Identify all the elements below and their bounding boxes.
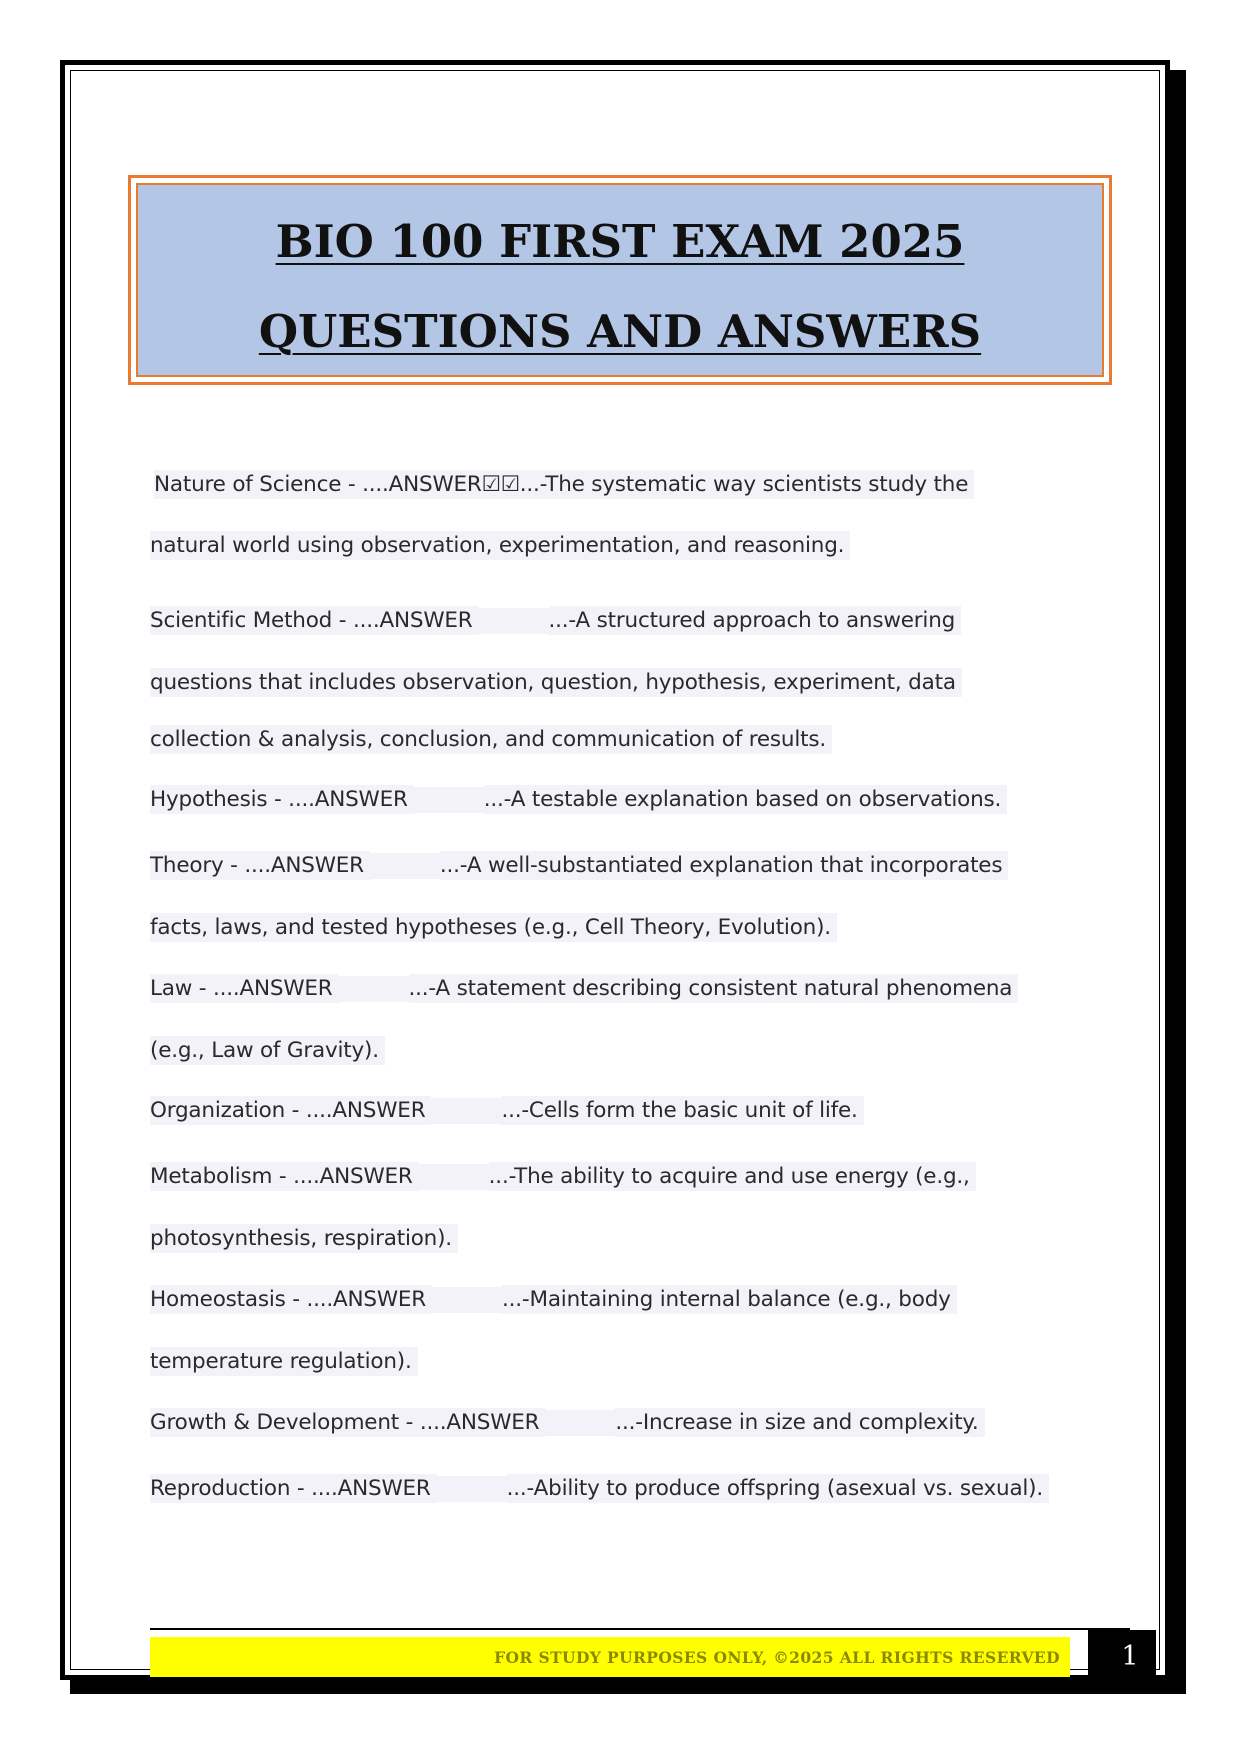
entry-definition: ...-A well-substantiated explanation that incorporates — [440, 851, 1008, 880]
entry-definition: ...-Cells form the basic unit of life. — [501, 1096, 863, 1125]
page-number: 1 — [1121, 1640, 1139, 1672]
entry-growth-development — [150, 1410, 985, 1436]
footer-rule — [150, 1628, 1130, 1630]
title-box — [128, 175, 1112, 385]
entry-continuation: collection & analysis, conclusion, and communication of results. — [150, 727, 832, 752]
page-number-box — [1088, 1630, 1156, 1682]
entry-law — [150, 976, 1018, 1002]
entry-definition: ...-A structured approach to answering — [549, 606, 962, 635]
title-line-2: QUESTIONS AND ANSWERS — [258, 305, 982, 358]
entry-organization — [150, 1098, 864, 1124]
footer-bar — [150, 1637, 1070, 1677]
entry-nature-of-science — [154, 472, 974, 497]
entry-homeostasis — [150, 1287, 957, 1313]
entry-continuation: (e.g., Law of Gravity). — [150, 1038, 385, 1063]
entry-term: Homeostasis - ....ANSWER — [150, 1285, 432, 1314]
entry-term: Theory - ....ANSWER — [150, 851, 370, 880]
entry-continuation: questions that includes observation, question, hypothesis, experiment, data — [150, 670, 962, 695]
entry-definition: ...-Increase in size and complexity. — [615, 1408, 984, 1437]
entry-definition: ...-Maintaining internal balance (e.g., body — [502, 1285, 957, 1314]
entry-metabolism — [150, 1164, 976, 1190]
entry-continuation: temperature regulation). — [150, 1349, 418, 1374]
title-box-inner — [136, 183, 1104, 377]
entry-reproduction — [150, 1476, 1049, 1502]
footer-notice: FOR STUDY PURPOSES ONLY, ©2025 ALL RIGHTS RESERVED — [494, 1647, 1060, 1667]
entry-term: Growth & Development - ....ANSWER — [150, 1408, 545, 1437]
title-line-1: BIO 100 FIRST EXAM 2025 — [275, 215, 965, 268]
entry-scientific-method — [150, 608, 961, 634]
entry-definition: ...-A statement describing consistent natural phenomena — [409, 974, 1019, 1003]
entry-definition: ...-The ability to acquire and use energy (e.g., — [489, 1162, 976, 1191]
entry-term: Organization - ....ANSWER — [150, 1096, 431, 1125]
entry-hypothesis — [150, 787, 1007, 813]
entry-continuation: facts, laws, and tested hypotheses (e.g., Cell Theory, Evolution). — [150, 915, 837, 940]
entry-term: Metabolism - ....ANSWER — [150, 1162, 419, 1191]
entry-theory — [150, 853, 1008, 879]
entry-term: Reproduction - ....ANSWER — [150, 1474, 437, 1503]
entry-term: Scientific Method - ....ANSWER — [150, 606, 479, 635]
entry-term: Law - ....ANSWER — [150, 974, 339, 1003]
entry-term: Nature of Science - ....ANSWER☑☑...-The systematic way scientists study the — [154, 470, 974, 499]
entry-continuation: photosynthesis, respiration). — [150, 1226, 458, 1251]
entry-continuation: natural world using observation, experimentation, and reasoning. — [150, 533, 850, 558]
entry-definition: ...-Ability to produce offspring (asexual vs. sexual). — [507, 1474, 1049, 1503]
entry-definition: ...-A testable explanation based on observations. — [484, 785, 1007, 814]
entry-term: Hypothesis - ....ANSWER — [150, 785, 414, 814]
